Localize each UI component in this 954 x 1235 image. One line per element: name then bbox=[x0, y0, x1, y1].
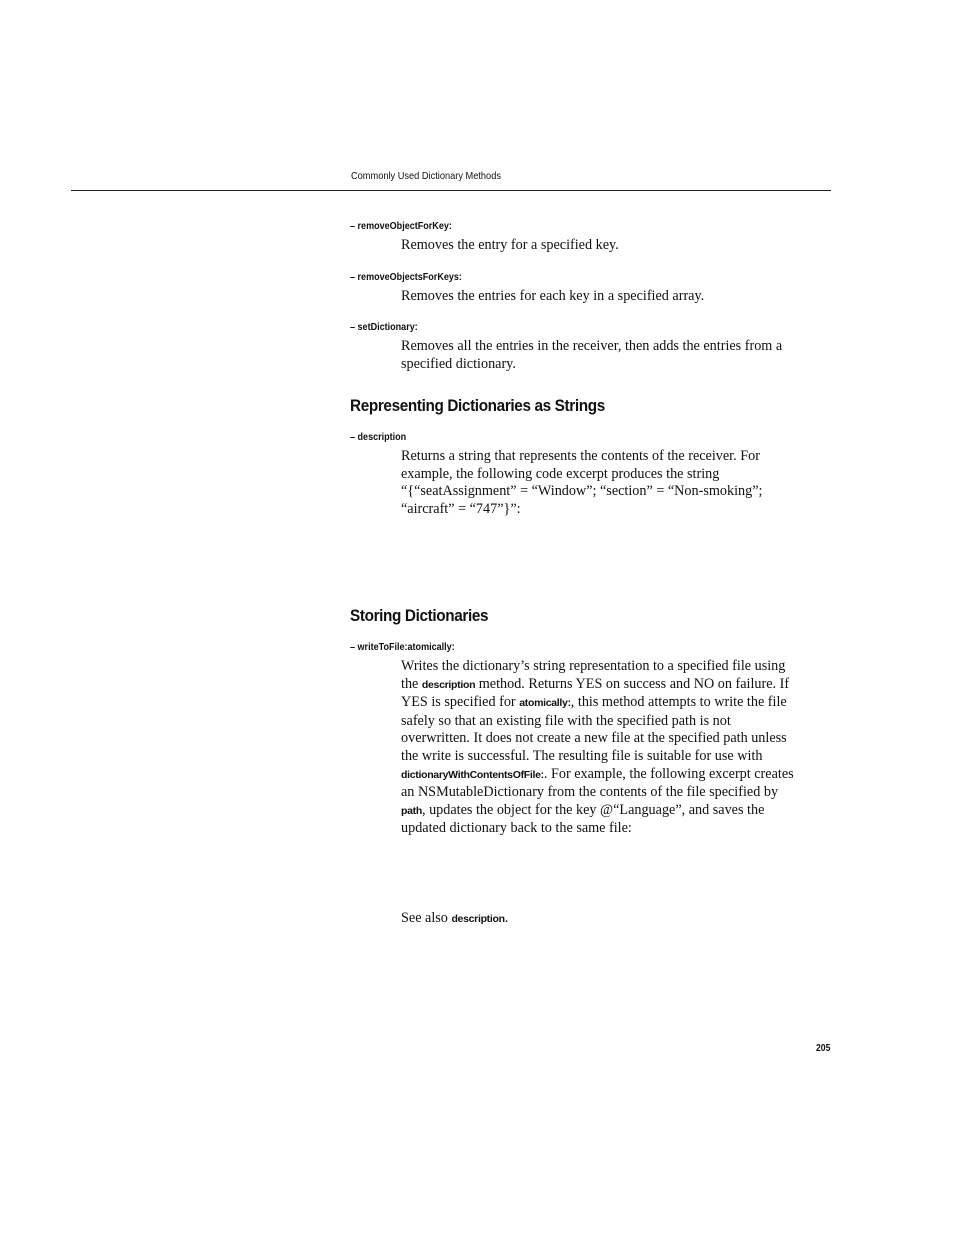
description-text: , updates the object for the key @“Language”, and saves the updated dictionary back to the same file: bbox=[401, 801, 765, 837]
method-description-description: Returns a string that represents the contents of the receiver. For example, the following code excerpt produces the string “{“seatAssignment” = “Window”; “section” = “Non-smoking”; “aircraft” = “747”}”: bbox=[401, 448, 763, 517]
code-path: path bbox=[401, 804, 422, 817]
description-text: Writes the dictionary’s string representation to a specified file using the bbox=[401, 658, 786, 692]
method-signature-write-to-file: – writeToFile:atomically: bbox=[350, 641, 455, 653]
method-description-write-to-file bbox=[401, 658, 801, 838]
description-text: method. Returns YES on success and NO on failure. If YES is specified for bbox=[401, 675, 790, 711]
section-heading-storing: Storing Dictionaries bbox=[350, 606, 489, 625]
method-description-remove-objects-for-keys: Removes the entries for each key in a specified array. bbox=[401, 288, 705, 304]
page-number: 205 bbox=[816, 1043, 831, 1054]
method-description-remove-object-for-key: Removes the entry for a specified key. bbox=[401, 237, 619, 253]
see-also-suffix: . bbox=[504, 910, 509, 926]
method-signature-description: – description bbox=[350, 431, 407, 443]
see-also-prefix: See also bbox=[401, 910, 452, 926]
method-signature-remove-objects-for-keys: – removeObjectsForKeys: bbox=[350, 271, 462, 283]
description-text: . For example, the following excerpt creates an NSMutableDictionary from the contents of the file specified by bbox=[401, 765, 794, 801]
code-dictionary-with-contents-of-file: dictionaryWithContentsOfFile: bbox=[401, 768, 544, 781]
section-heading-strings: Representing Dictionaries as Strings bbox=[350, 396, 605, 415]
code-see-also-description: description bbox=[451, 913, 505, 925]
running-header: Commonly Used Dictionary Methods bbox=[351, 170, 501, 182]
header-rule bbox=[71, 190, 831, 191]
description-text: , this method attempts to write the file safely so that an existing file with the specified path is not overwritten. It does not create a new file at the specified path unless the write is successful. The resulting file is suitable for use with bbox=[401, 694, 787, 764]
see-also-line bbox=[401, 910, 801, 929]
code-description: description bbox=[421, 678, 476, 691]
code-atomically: atomically: bbox=[519, 697, 571, 710]
method-signature-set-dictionary: – setDictionary: bbox=[350, 321, 418, 333]
method-signature-remove-object-for-key: – removeObjectForKey: bbox=[350, 220, 452, 232]
method-description-set-dictionary: Removes all the entries in the receiver, then adds the entries from a specified dictionary. bbox=[401, 338, 783, 372]
